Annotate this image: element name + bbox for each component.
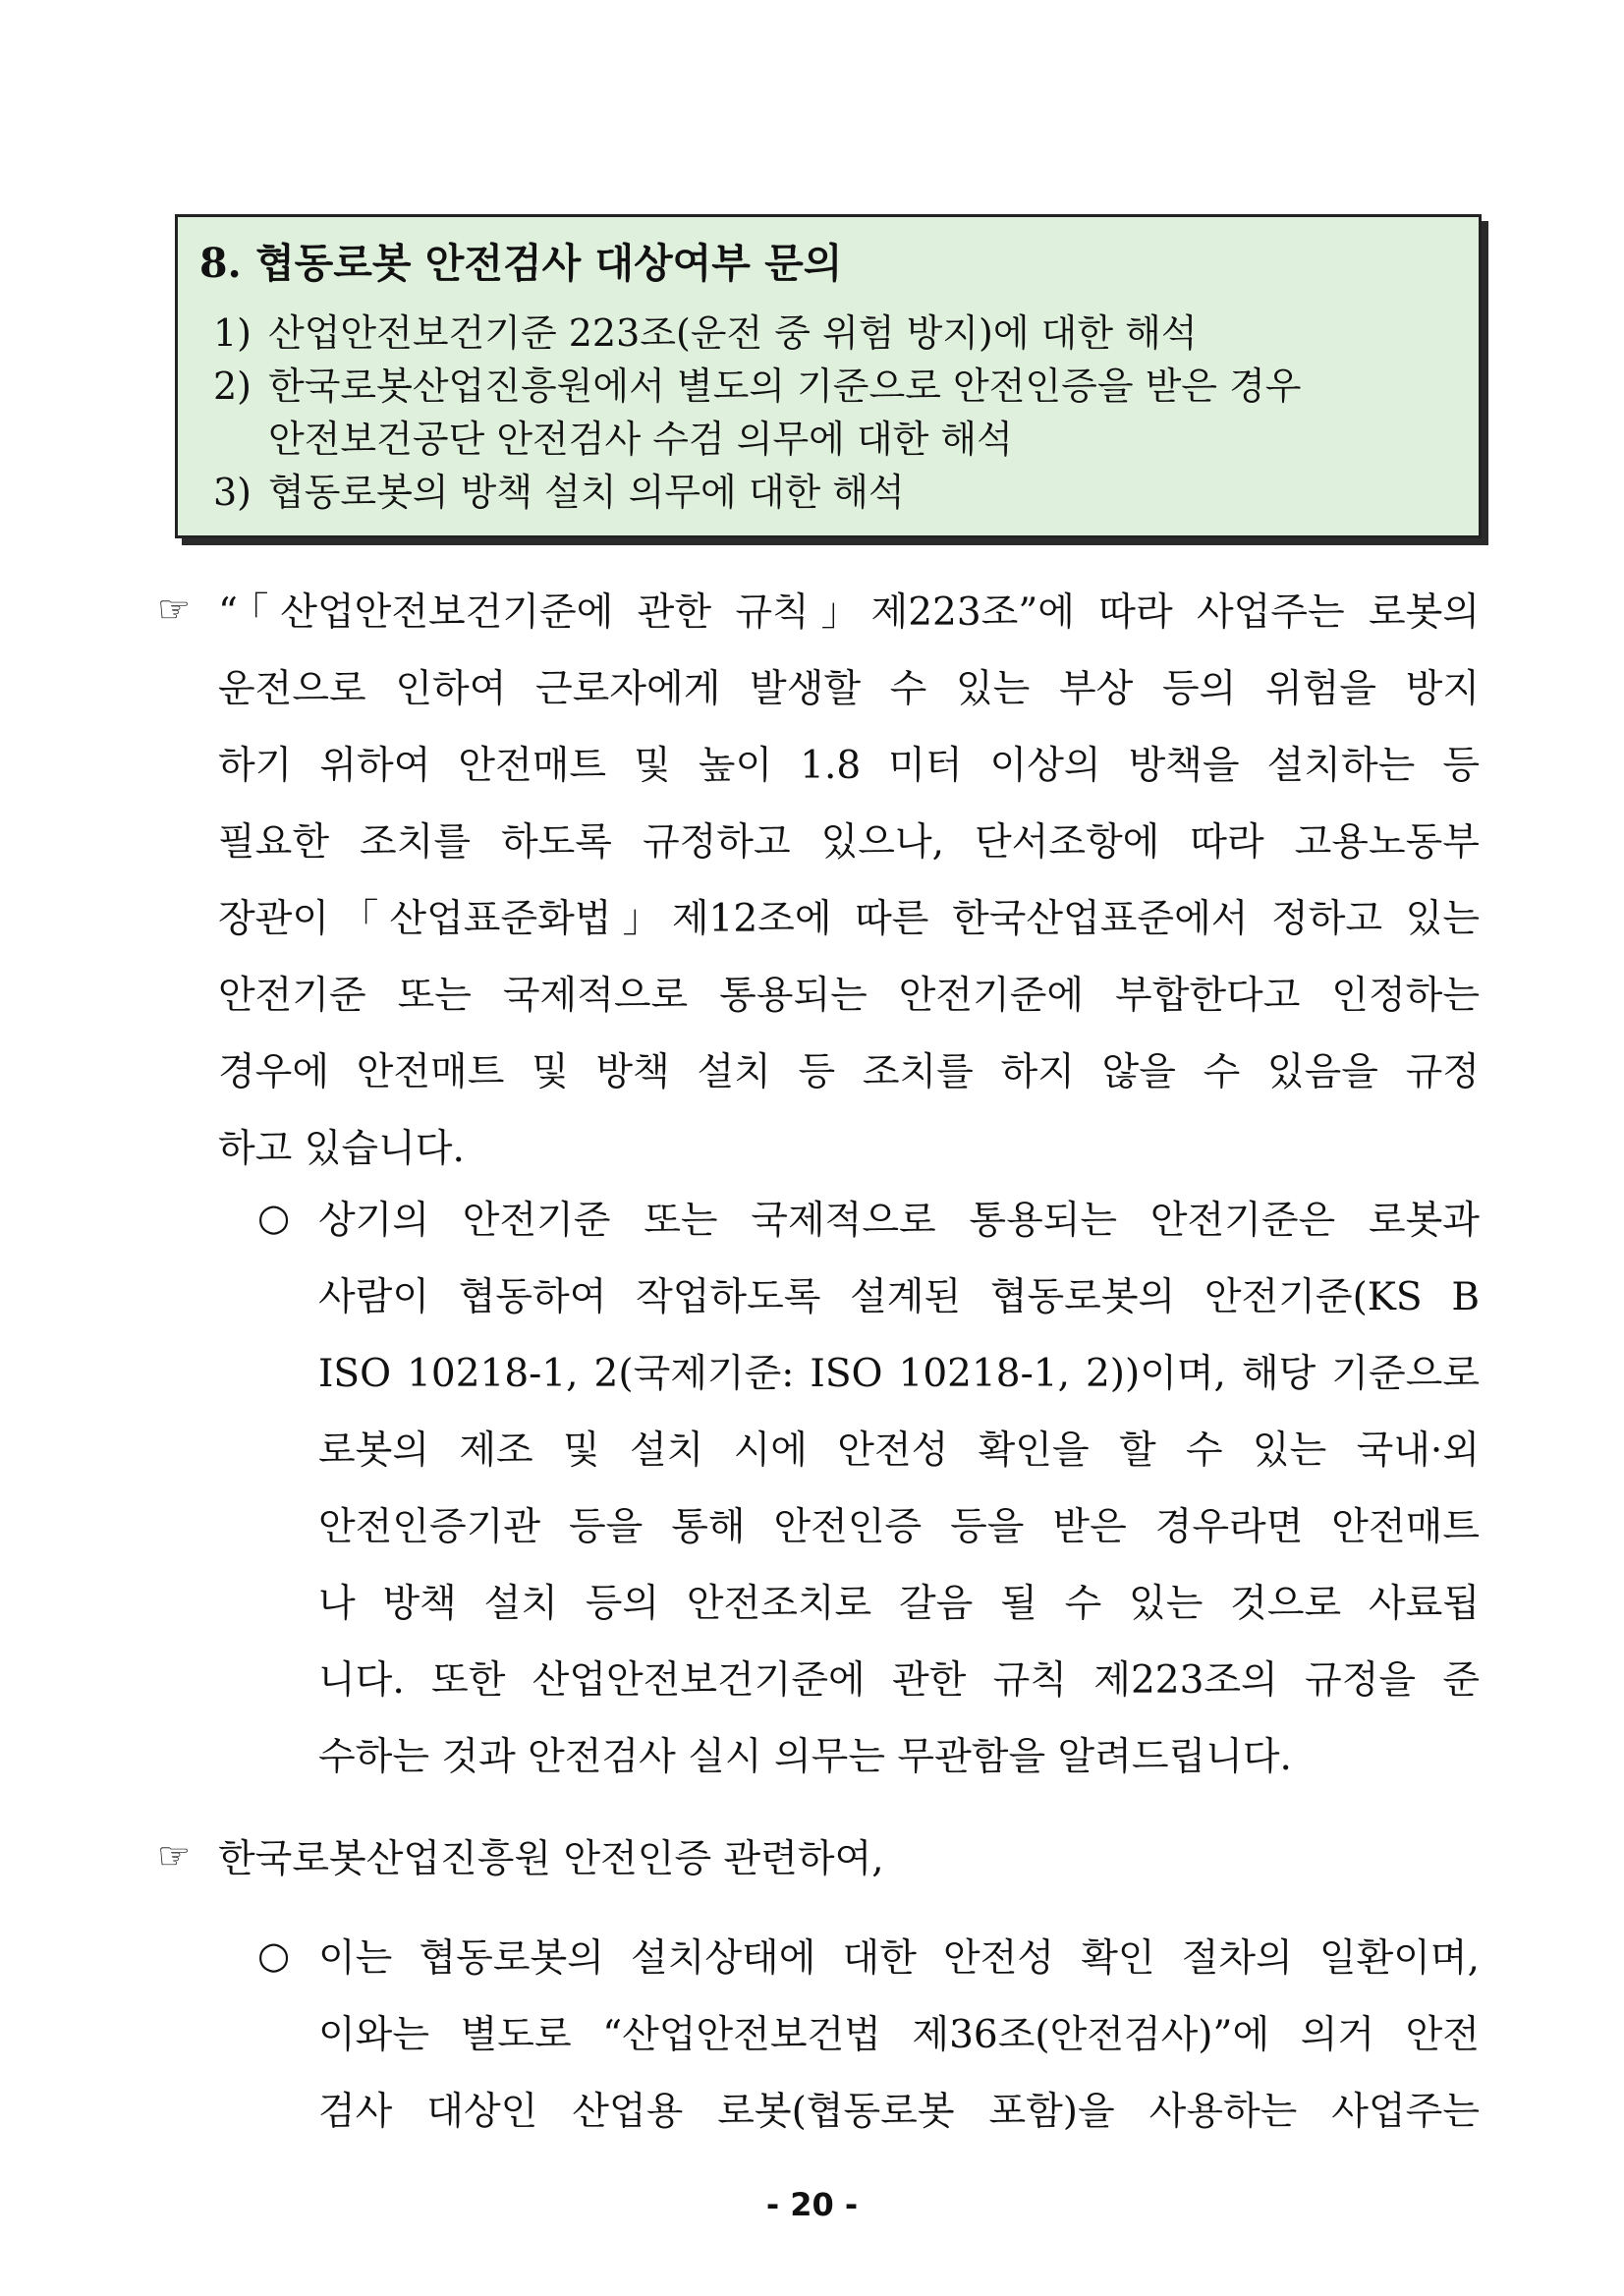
- text-line: 로봇의 제조 및 설치 시에 안전성 확인을 할 수 있는 국내·외: [318, 1428, 1480, 1473]
- circle-bullet-icon: ○: [257, 1196, 291, 1239]
- text-line: 안전기준 또는 국제적으로 통용되는 안전기준에 부합한다고 인정하는: [218, 974, 1480, 1018]
- text-line: 한국로봇산업진흥원 안전인증 관련하여,: [218, 1837, 884, 1881]
- text-line: 이와는 별도로 “산업안전보건법 제36조(안전검사)”에 의거 안전: [318, 2013, 1480, 2057]
- text-line: 필요한 조치를 하도록 규정하고 있으나, 단서조항에 따라 고용노동부: [218, 820, 1480, 865]
- answer-paragraph-1: [218, 575, 1480, 1188]
- text-line: 사람이 협동하여 작업하도록 설계된 협동로봇의 안전기준(KS B: [318, 1275, 1480, 1319]
- text-line: 경우에 안전매트 및 방책 설치 등 조치를 하지 않을 수 있음을 규정: [218, 1050, 1480, 1094]
- page-number: - 20 -: [765, 2186, 859, 2223]
- question-box: [175, 214, 1482, 538]
- pointing-hand-icon: ☞: [157, 1834, 192, 1877]
- text-line: ISO 10218-1, 2(국제기준: ISO 10218-1, 2))이며, 해당 기준으로: [318, 1352, 1480, 1396]
- question-title: 8. 협동로봇 안전검사 대상여부 문의: [199, 240, 843, 287]
- text-line: 하기 위하여 안전매트 및 높이 1.8 미터 이상의 방책을 설치하는 등: [218, 744, 1480, 788]
- answer-subparagraph-2: [318, 1921, 1480, 2151]
- answer-subparagraph-1: [318, 1183, 1480, 1796]
- question-item-2-continued: 안전보건공단 안전검사 수검 의무에 대한 해석: [268, 418, 1013, 461]
- answer-paragraph-2: [218, 1821, 1480, 1898]
- question-item-2: 2) 한국로봇산업진흥원에서 별도의 기준으로 안전인증을 받은 경우: [213, 364, 1302, 408]
- text-line: 니다. 또한 산업안전보건기준에 관한 규칙 제223조의 규정을 준: [318, 1658, 1480, 1703]
- text-line: 나 방책 설치 등의 안전조치로 갈음 될 수 있는 것으로 사료됩: [318, 1582, 1480, 1626]
- text-line: 장관이「산업표준화법」제12조에 따른 한국산업표준에서 정하고 있는: [218, 897, 1480, 941]
- text-line: 검사 대상인 산업용 로봇(협동로봇 포함)을 사용하는 사업주는: [318, 2090, 1480, 2134]
- question-item-3: 3) 협동로봇의 방책 설치 의무에 대한 해석: [213, 471, 905, 514]
- text-line: 하고 있습니다.: [218, 1127, 465, 1171]
- text-line: 운전으로 인하여 근로자에게 발생할 수 있는 부상 등의 위험을 방지: [218, 667, 1480, 711]
- text-line: 수하는 것과 안전검사 실시 의무는 무관함을 알려드립니다.: [318, 1735, 1292, 1779]
- text-line: 상기의 안전기준 또는 국제적으로 통용되는 안전기준은 로봇과: [318, 1199, 1480, 1243]
- text-line: 안전인증기관 등을 통해 안전인증 등을 받은 경우라면 안전매트: [318, 1505, 1480, 1549]
- text-line: “「산업안전보건기준에 관한 규칙」제223조”에 따라 사업주는 로봇의: [218, 590, 1480, 635]
- question-item-1: 1) 산업안전보건기준 223조(운전 중 위험 방지)에 대한 해석: [213, 311, 1198, 355]
- pointing-hand-icon: ☞: [157, 588, 192, 631]
- circle-bullet-icon: ○: [257, 1933, 291, 1977]
- text-line: 이는 협동로봇의 설치상태에 대한 안전성 확인 절차의 일환이며,: [318, 1936, 1480, 1981]
